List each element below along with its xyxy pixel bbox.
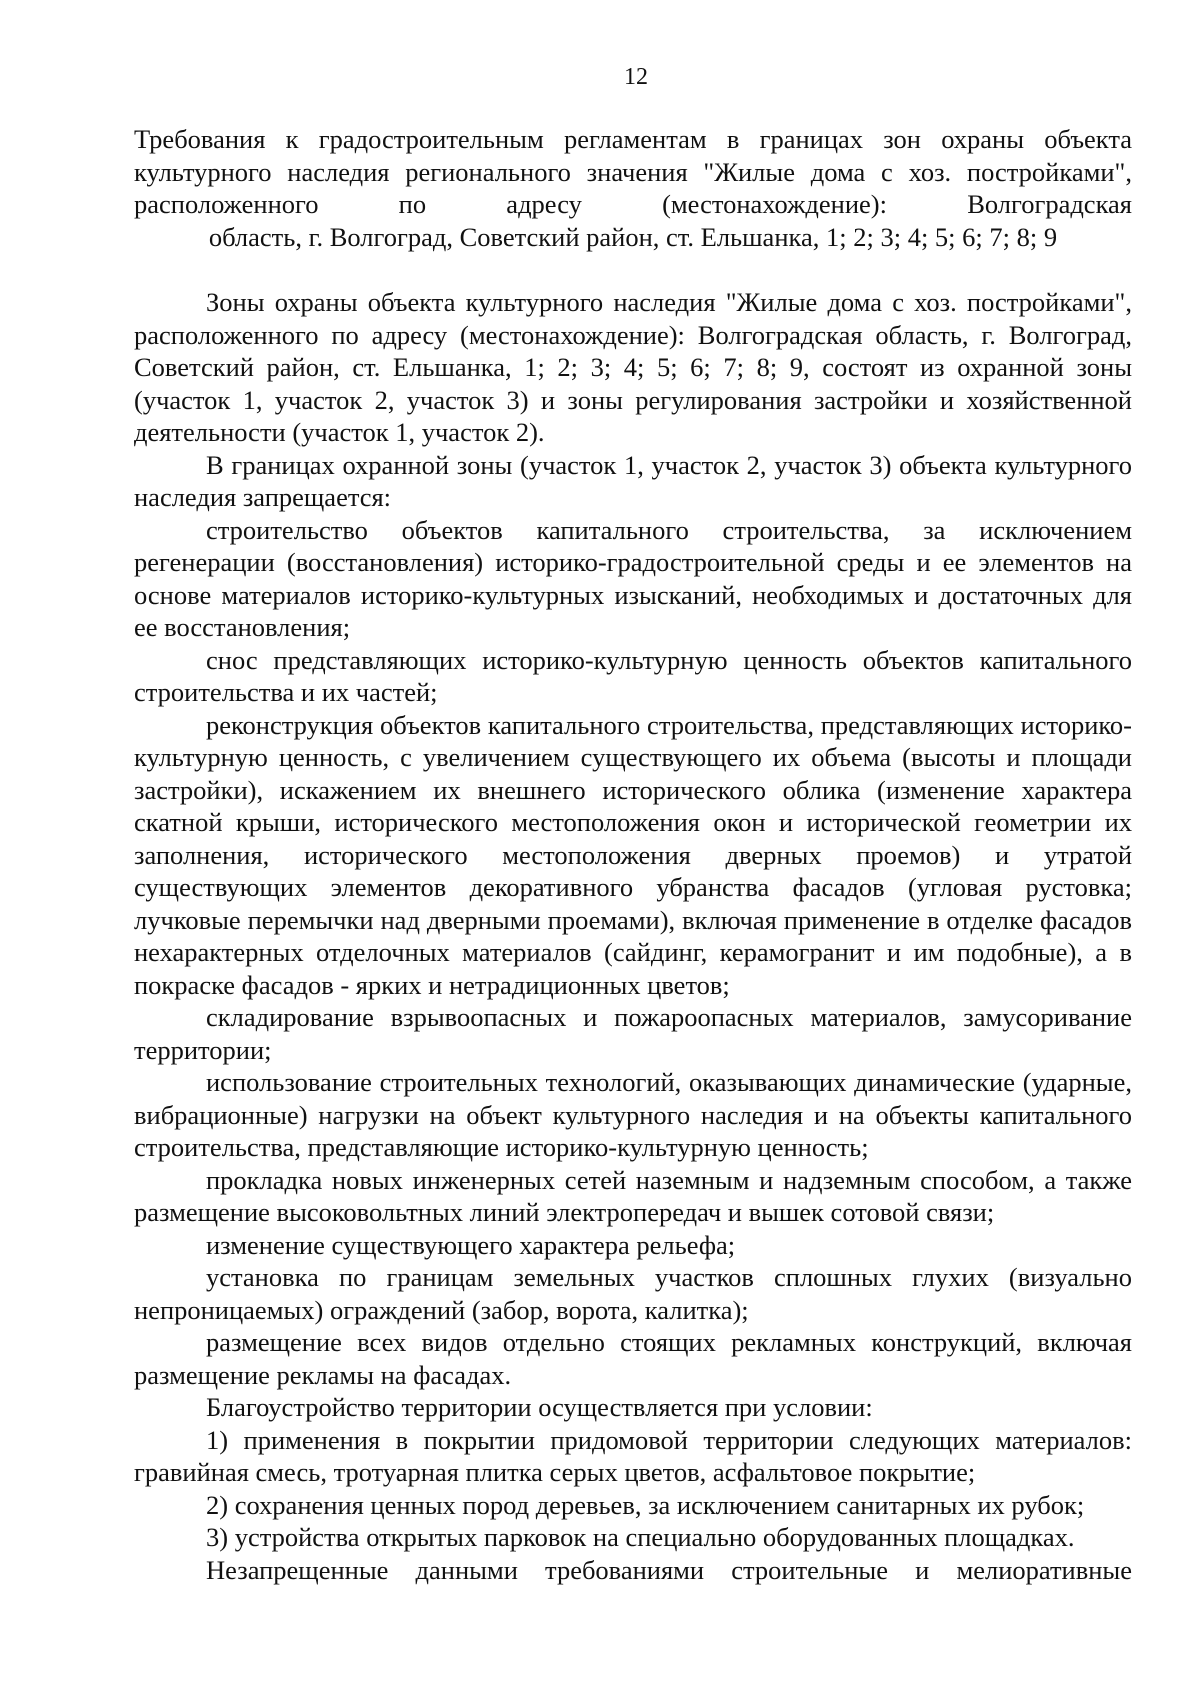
- heading-line: расположенного по адресу (местонахождение): Волгоградская: [134, 189, 1132, 219]
- list-item: изменение существующего характера рельефа;: [206, 1229, 736, 1260]
- list-item: складирование взрывоопасных и пожароопасных материалов, замусоривание территории;: [134, 1002, 1132, 1065]
- paragraph: Благоустройство территории осуществляется при условии:: [206, 1392, 873, 1422]
- section-heading: [134, 123, 1132, 253]
- list-item: прокладка новых инженерных сетей наземным и надземным способом, а также размещение высоковольтных линий электропередач и вышек сотовой связи;: [134, 1164, 1132, 1227]
- document-body: [134, 286, 1132, 1586]
- heading-line: культурного наследия регионального значения "Жилые дома с хоз. постройками",: [134, 156, 1132, 187]
- numbered-item: 3) устройства открытых парковок на специально оборудованных площадках.: [206, 1522, 1075, 1552]
- document-text: [134, 123, 1132, 1586]
- page-number: 12: [624, 64, 648, 90]
- list-item: размещение всех видов отдельно стоящих рекламных конструкций, включая размещение рекламы на фасадах.: [134, 1327, 1132, 1390]
- list-item: использование строительных технологий, оказывающих динамические (ударные, вибрационные) нагрузки на объект культурного наследия и на объекты капитального строительства, представляющие историко-культурную ценность;: [134, 1067, 1132, 1162]
- list-item: установка по границам земельных участков сплошных глухих (визуально непроницаемых) ограждений (забор, ворота, калитка);: [134, 1262, 1132, 1325]
- numbered-item: 1) применения в покрытии придомовой территории следующих материалов: гравийная смесь, тротуарная плитка серых цветов, асфальтовое покрытие;: [134, 1424, 1132, 1487]
- paragraph: Незапрещенные данными требованиями строительные и мелиоративные: [206, 1554, 1132, 1585]
- list-item: реконструкция объектов капитального строительства, представляющих историко-культурную ценность, с увеличением существующего их объема (высоты и площади застройки), искажением их внешнего исторического облика (изменение характера скатной крыши, исторического местоположения окон и исторической геометрии их заполнения, исторического местоположения дверных проемов) и утратой существующих элементов декоративного убранства фасадов (угловая рустовка; лучковые перемычки над дверными проемами), включая применение в отделке фасадов нехарактерных отделочных материалов (сайдинг, керамогранит и им подобные), а в покраске фасадов - ярких и нетрадиционных цветов;: [134, 709, 1132, 1000]
- heading-line: область, г. Волгоград, Советский район, ст. Ельшанка, 1; 2; 3; 4; 5; 6; 7; 8; 9: [208, 221, 1058, 252]
- numbered-item: 2) сохранения ценных пород деревьев, за исключением санитарных их рубок;: [206, 1489, 1085, 1520]
- list-item: строительство объектов капитального строительства, за исключением регенерации (восстановления) историко-градостроительной среды и ее элементов на основе материалов историко-культурных изысканий, необходимых и достаточных для ее восстановления;: [134, 514, 1132, 642]
- paragraph: В границах охранной зоны (участок 1, участок 2, участок 3) объекта культурного наследия запрещается:: [134, 449, 1132, 512]
- list-item: снос представляющих историко-культурную ценность объектов капитального строительства и их частей;: [134, 644, 1132, 707]
- paragraph: Зоны охраны объекта культурного наследия "Жилые дома с хоз. постройками", расположенного по адресу (местонахождение): Волгоградская область, г. Волгоград, Советский район, ст. Ельшанка, 1; 2; 3; 4; 5; 6; 7; 8; 9, состоят из охранной зоны (участок 1, участок 2, участок 3) и зоны регулирования застройки и хозяйственной деятельности (участок 1, участок 2).: [134, 287, 1132, 447]
- heading-line: Требования к градостроительным регламентам в границах зон охраны объекта: [134, 124, 1132, 154]
